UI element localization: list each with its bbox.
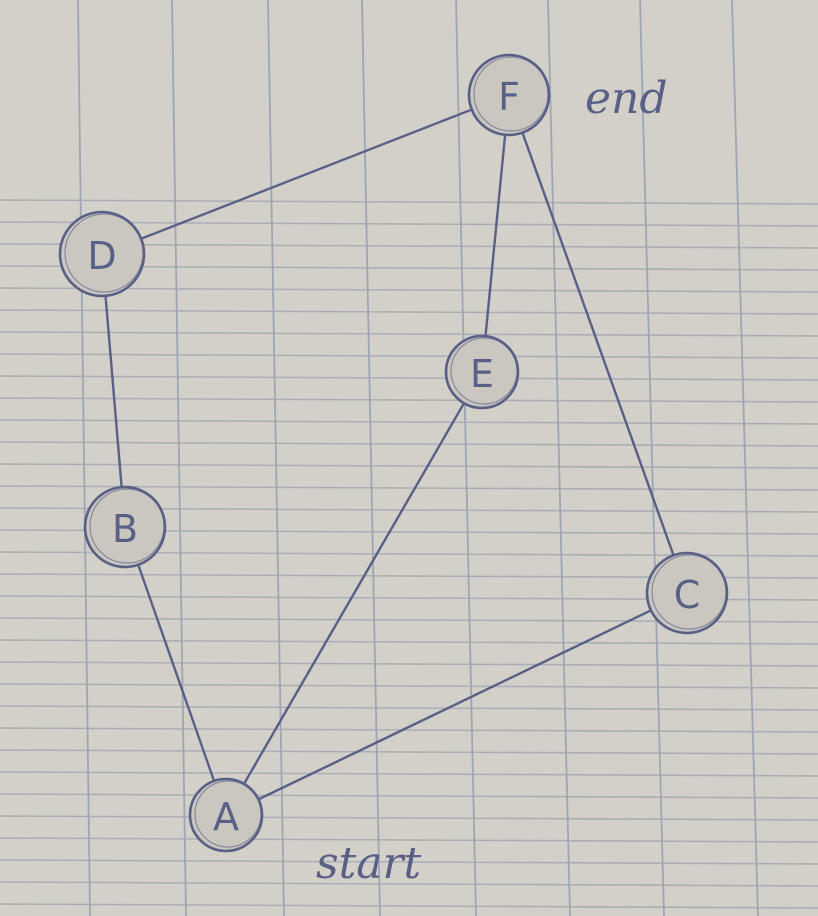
ruled-line (0, 442, 818, 446)
ruled-line (0, 200, 818, 204)
grid-column-line (456, 0, 476, 916)
ruled-line (0, 816, 818, 820)
node-f (469, 55, 549, 135)
ruled-line (0, 706, 818, 710)
edge-a-e (244, 403, 464, 784)
grid-column-line (78, 0, 90, 916)
ruled-line (0, 750, 818, 754)
ruled-line (0, 376, 818, 380)
node-c (647, 553, 727, 633)
ruled-line (0, 640, 818, 644)
ruled-line (0, 354, 818, 358)
node-a (190, 779, 262, 851)
grid-column-line (640, 0, 664, 916)
edge-b-d (106, 296, 122, 487)
ruled-line (0, 728, 818, 732)
node-b-label: B (111, 507, 139, 551)
edge-d-f (141, 110, 472, 239)
grid-column-line (548, 0, 570, 916)
start-annotation: start (316, 838, 422, 889)
ruled-line (0, 772, 818, 776)
grid-column-line (362, 0, 380, 916)
ruled-line (0, 464, 818, 468)
grid-column-line (172, 0, 186, 916)
edge-c-f (522, 133, 673, 556)
end-annotation: end (585, 73, 668, 124)
node-e-label: E (469, 352, 495, 396)
node-d (60, 212, 144, 296)
node-b (85, 487, 165, 567)
grid-column-line (268, 0, 284, 916)
node-e (446, 336, 518, 408)
graph-edges (106, 110, 674, 800)
node-d-label: D (87, 234, 117, 278)
node-a-label: A (213, 795, 239, 839)
ruled-line (0, 794, 818, 798)
ruled-line (0, 420, 818, 424)
ruled-line (0, 662, 818, 666)
grid-column-line (732, 0, 758, 916)
ruled-line (0, 310, 818, 314)
ruled-line (0, 904, 818, 908)
edge-e-f (485, 135, 505, 336)
ruled-line (0, 332, 818, 336)
node-c-label: C (673, 573, 701, 617)
ruled-line (0, 398, 818, 402)
ruled-line (0, 684, 818, 688)
edge-a-c (258, 610, 651, 799)
node-f-label: F (498, 75, 520, 119)
